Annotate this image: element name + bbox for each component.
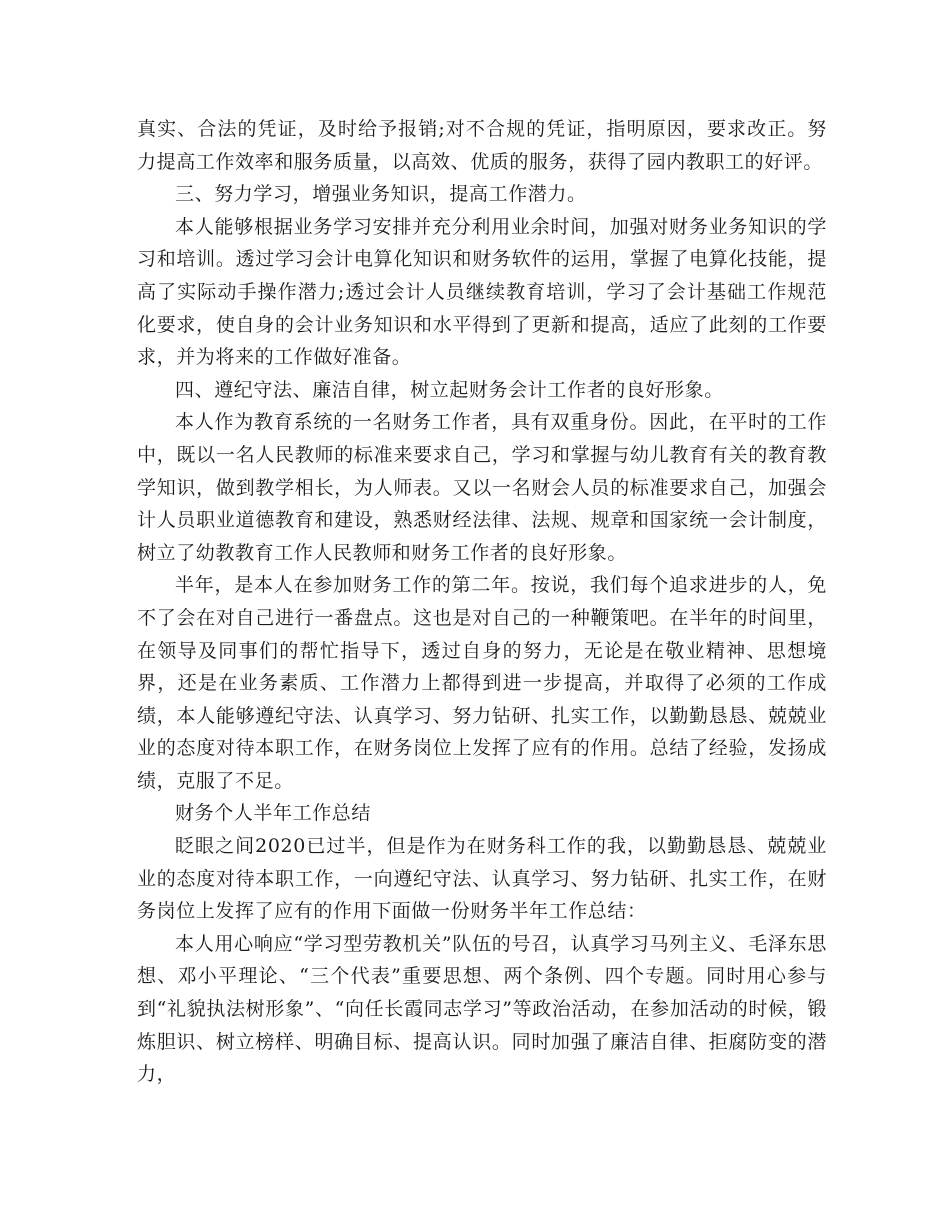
document-body [137,113,827,1091]
section-heading-4: 四、遵纪守法、廉洁自律，树立起财务会计工作者的良好形象。 [175,378,724,401]
summary-title: 财务个人半年工作总结 [175,802,372,825]
paragraph-3: 本人能够根据业务学习安排并充分利用业余时间，加强对财务业务知识的学习和培训。透过学习会计电算化知识和财务软件的运用，掌握了电算化技能，提高了实际动手操作潜力;透过会计人员继续教育培训，学习了会计基础工作规范化要求，使自身的会计业务知识和水平得到了更新和提高，适应了此刻的工作要求，并为将来的工作做好准备。 [137,215,827,369]
paragraph-5: 本人作为教育系统的一名财务工作者，具有双重身份。因此，在平时的工作中，既以一名人民教师的标准来要求自己，学习和掌握与幼儿教育有关的教育教学知识，做到教学相长，为人师表。又以一名财会人员的标准要求自己，加强会计人员职业道德教育和建设，熟悉财经法律、法规、规章和国家统一会计制度，树立了幼教教育工作人民教师和财务工作者的良好形象。 [137,411,827,564]
section-heading-3: 三、努力学习，增强业务知识，提高工作潜力。 [175,183,587,206]
paragraph-1: 真实、合法的凭证，及时给予报销;对不合规的凭证，指明原因，要求改正。努力提高工作效率和服务质量，以高效、优质的服务，获得了园内教职工的好评。 [137,118,827,173]
paragraph-9: 本人用心响应“学习型劳教机关”队伍的号召，认真学习马列主义、毛泽东思想、邓小平理论、“三个代表”重要思想、两个条例、四个专题。同时用心参与到“礼貌执法树形象”、“向任长霞同志学习”等政治活动，在参加活动的时候，锻炼胆识、树立榜样、明确目标、提高认识。同时加强了廉洁自律、拒腐防变的潜力， [137,932,827,1086]
paragraph-8: 眨眼之间2020已过半，但是作为在财务科工作的我，以勤勤恳恳、兢兢业业的态度对待本职工作，一向遵纪守法、认真学习、努力钻研、扎实工作，在财务岗位上发挥了应有的作用下面做一份财务半年工作总结： [137,835,827,923]
paragraph-6: 半年，是本人在参加财务工作的第二年。按说，我们每个追求进步的人，免不了会在对自己进行一番盘点。这也是对自己的一种鞭策吧。在半年的时间里，在领导及同事们的帮忙指导下，透过自身的努力，无论是在敬业精神、思想境界，还是在业务素质、工作潜力上都得到进一步提高，并取得了必须的工作成绩，本人能够遵纪守法、认真学习、努力钻研、扎实工作，以勤勤恳恳、兢兢业业的态度对待本职工作，在财务岗位上发挥了应有的作用。总结了经验，发扬成绩，克服了不足。 [137,574,827,792]
